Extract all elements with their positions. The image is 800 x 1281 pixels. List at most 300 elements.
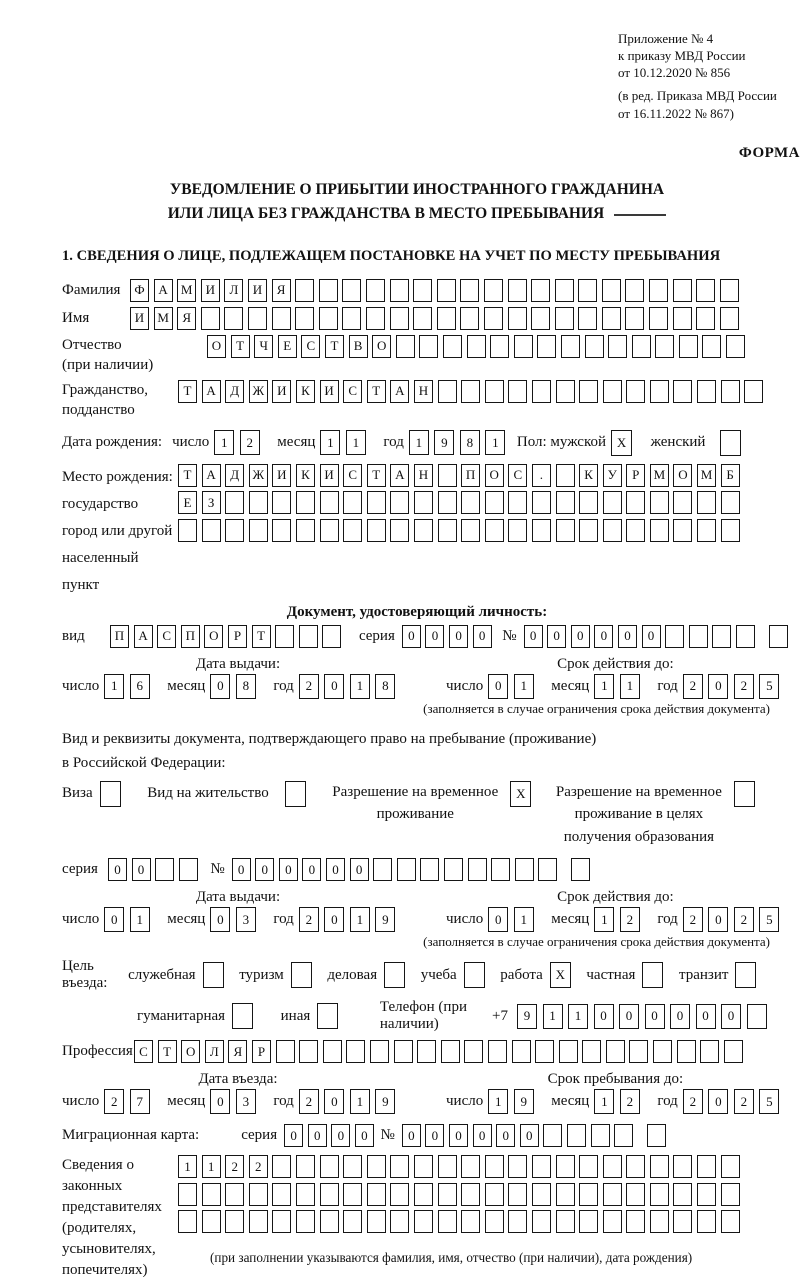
char-cell[interactable] [485,1155,504,1178]
char-cell[interactable] [485,1183,504,1206]
char-cell[interactable] [556,519,575,542]
char-cell[interactable] [556,464,575,487]
char-cell[interactable] [602,279,621,302]
char-cell[interactable] [721,519,740,542]
char-cell[interactable] [461,1183,480,1206]
char-cell[interactable] [346,1040,365,1063]
char-cell[interactable]: 2 [683,907,703,932]
char-cell[interactable] [512,1040,531,1063]
char-cell[interactable]: О [372,335,391,358]
char-cell[interactable]: 0 [284,1124,303,1147]
char-cell[interactable] [579,491,598,514]
passport-expiry-day[interactable] [488,674,539,699]
char-cell[interactable] [602,307,621,330]
char-cell[interactable]: 9 [434,430,454,455]
char-cell[interactable]: В [349,335,368,358]
char-cell[interactable]: 2 [734,1089,754,1114]
char-cell[interactable] [438,491,457,514]
char-cell[interactable] [514,335,533,358]
entry-day[interactable] [104,1089,155,1114]
char-cell[interactable]: 1 [594,907,614,932]
birth-day-cells[interactable] [214,430,265,455]
char-cell[interactable] [642,962,663,988]
char-cell[interactable]: 0 [594,625,613,648]
char-cell[interactable] [414,491,433,514]
char-cell[interactable] [414,1155,433,1178]
char-cell[interactable] [543,1124,562,1147]
char-cell[interactable]: 0 [425,1124,444,1147]
char-cell[interactable] [276,1040,295,1063]
char-cell[interactable] [225,1210,244,1233]
sex-female-checkbox[interactable] [720,430,746,456]
char-cell[interactable] [579,380,598,403]
char-cell[interactable]: А [202,380,221,403]
char-cell[interactable]: 0 [708,674,728,699]
char-cell[interactable] [485,1210,504,1233]
temp-permit-checkbox[interactable] [510,781,536,807]
char-cell[interactable] [296,519,315,542]
char-cell[interactable] [414,1183,433,1206]
char-cell[interactable]: 1 [202,1155,221,1178]
char-cell[interactable]: И [272,380,291,403]
surname-cells[interactable] [130,279,743,302]
char-cell[interactable] [100,781,121,807]
char-cell[interactable]: 0 [520,1124,539,1147]
char-cell[interactable]: 1 [350,907,370,932]
char-cell[interactable]: 1 [594,674,614,699]
char-cell[interactable]: Т [367,464,386,487]
char-cell[interactable] [438,519,457,542]
char-cell[interactable]: 2 [240,430,260,455]
char-cell[interactable] [367,519,386,542]
char-cell[interactable]: 9 [375,1089,395,1114]
birth-month-cells[interactable] [320,430,371,455]
char-cell[interactable] [579,1183,598,1206]
passport-expiry-month[interactable] [594,674,645,699]
doc-series-cells[interactable] [402,625,496,648]
char-cell[interactable]: 1 [130,907,150,932]
char-cell[interactable] [343,1183,362,1206]
char-cell[interactable] [420,858,439,881]
char-cell[interactable] [342,307,361,330]
passport-issue-day[interactable] [104,674,155,699]
char-cell[interactable] [689,625,708,648]
char-cell[interactable]: М [154,307,173,330]
char-cell[interactable] [673,491,692,514]
char-cell[interactable] [535,1040,554,1063]
char-cell[interactable]: 3 [236,1089,256,1114]
char-cell[interactable] [444,858,463,881]
char-cell[interactable]: 1 [409,430,429,455]
char-cell[interactable] [437,307,456,330]
char-cell[interactable]: 8 [375,674,395,699]
char-cell[interactable] [508,1183,527,1206]
char-cell[interactable]: Д [225,380,244,403]
char-cell[interactable]: 0 [696,1004,716,1029]
char-cell[interactable] [632,335,651,358]
profession-cells[interactable] [134,1040,747,1063]
char-cell[interactable] [460,279,479,302]
char-cell[interactable] [655,335,674,358]
char-cell[interactable]: И [201,279,220,302]
char-cell[interactable] [390,519,409,542]
char-cell[interactable]: И [272,464,291,487]
char-cell[interactable]: Т [178,464,197,487]
char-cell[interactable] [488,1040,507,1063]
stay-day[interactable] [488,1089,539,1114]
char-cell[interactable] [285,781,306,807]
char-cell[interactable] [397,858,416,881]
char-cell[interactable]: Б [721,464,740,487]
visa-checkbox[interactable] [100,781,126,807]
char-cell[interactable]: И [130,307,149,330]
char-cell[interactable] [460,307,479,330]
char-cell[interactable]: Ж [249,380,268,403]
char-cell[interactable]: Е [178,491,197,514]
purpose-checkbox[interactable] [550,962,576,988]
char-cell[interactable]: С [343,380,362,403]
char-cell[interactable]: 1 [350,674,370,699]
sex-male-checkbox[interactable] [611,430,637,456]
residence-issue-month[interactable] [210,907,261,932]
char-cell[interactable] [295,279,314,302]
birth-place-cells-row2[interactable] [178,491,744,514]
char-cell[interactable]: Е [278,335,297,358]
char-cell[interactable]: 5 [759,907,779,932]
char-cell[interactable] [373,858,392,881]
char-cell[interactable]: 0 [210,907,230,932]
char-cell[interactable]: С [301,335,320,358]
char-cell[interactable]: М [650,464,669,487]
char-cell[interactable]: 2 [299,907,319,932]
char-cell[interactable] [649,279,668,302]
char-cell[interactable] [322,625,341,648]
char-cell[interactable] [225,519,244,542]
char-cell[interactable] [626,380,645,403]
char-cell[interactable]: 0 [496,1124,515,1147]
char-cell[interactable] [561,335,580,358]
char-cell[interactable] [726,335,745,358]
entry-month[interactable] [210,1089,261,1114]
char-cell[interactable]: Д [225,464,244,487]
char-cell[interactable]: 0 [132,858,151,881]
char-cell[interactable] [721,1210,740,1233]
char-cell[interactable] [582,1040,601,1063]
char-cell[interactable] [571,858,590,881]
char-cell[interactable] [437,279,456,302]
char-cell[interactable] [626,1210,645,1233]
char-cell[interactable] [441,1040,460,1063]
char-cell[interactable] [606,1040,625,1063]
char-cell[interactable] [696,279,715,302]
residence-expiry-month[interactable] [594,907,645,932]
char-cell[interactable] [461,519,480,542]
char-cell[interactable] [438,1155,457,1178]
residence-number-cells[interactable] [232,858,595,881]
char-cell[interactable] [736,625,755,648]
char-cell[interactable] [296,1210,315,1233]
char-cell[interactable]: 0 [324,674,344,699]
char-cell[interactable] [343,519,362,542]
char-cell[interactable]: А [390,380,409,403]
char-cell[interactable]: 0 [449,625,468,648]
char-cell[interactable]: 8 [236,674,256,699]
char-cell[interactable] [295,307,314,330]
stay-year[interactable] [683,1089,785,1114]
char-cell[interactable] [537,335,556,358]
char-cell[interactable] [515,858,534,881]
char-cell[interactable] [769,625,788,648]
char-cell[interactable] [697,1155,716,1178]
char-cell[interactable]: 2 [225,1155,244,1178]
char-cell[interactable]: Т [252,625,271,648]
char-cell[interactable]: 0 [488,674,508,699]
char-cell[interactable]: 1 [214,430,234,455]
phone-cells[interactable] [517,1004,772,1029]
residence-issue-year[interactable] [299,907,401,932]
char-cell[interactable] [390,1210,409,1233]
char-cell[interactable] [485,380,504,403]
char-cell[interactable] [320,519,339,542]
migration-series-cells[interactable] [284,1124,378,1147]
char-cell[interactable]: О [181,1040,200,1063]
char-cell[interactable] [320,491,339,514]
char-cell[interactable] [696,307,715,330]
char-cell[interactable] [603,380,622,403]
char-cell[interactable]: 2 [734,674,754,699]
char-cell[interactable] [532,1155,551,1178]
char-cell[interactable] [532,519,551,542]
char-cell[interactable] [650,1210,669,1233]
char-cell[interactable] [556,1155,575,1178]
char-cell[interactable] [579,1210,598,1233]
char-cell[interactable]: И [248,279,267,302]
char-cell[interactable] [591,1124,610,1147]
char-cell[interactable] [700,1040,719,1063]
char-cell[interactable] [225,1183,244,1206]
stay-month[interactable] [594,1089,645,1114]
char-cell[interactable] [443,335,462,358]
char-cell[interactable] [464,1040,483,1063]
char-cell[interactable]: 0 [302,858,321,881]
char-cell[interactable] [650,1155,669,1178]
char-cell[interactable]: 0 [232,858,251,881]
char-cell[interactable]: Ч [254,335,273,358]
residence-permit-checkbox[interactable] [285,781,311,807]
char-cell[interactable] [578,307,597,330]
char-cell[interactable] [249,1210,268,1233]
char-cell[interactable] [508,380,527,403]
char-cell[interactable] [201,307,220,330]
char-cell[interactable] [673,1155,692,1178]
char-cell[interactable] [531,279,550,302]
char-cell[interactable] [419,335,438,358]
char-cell[interactable] [697,1210,716,1233]
char-cell[interactable] [366,307,385,330]
char-cell[interactable] [485,519,504,542]
purpose-checkbox[interactable] [317,1003,343,1029]
char-cell[interactable] [485,491,504,514]
char-cell[interactable]: . [532,464,551,487]
char-cell[interactable] [625,279,644,302]
char-cell[interactable]: 0 [619,1004,639,1029]
char-cell[interactable]: 2 [104,1089,124,1114]
char-cell[interactable]: О [207,335,226,358]
doc-number-cells[interactable] [524,625,793,648]
char-cell[interactable] [414,1210,433,1233]
char-cell[interactable]: 0 [331,1124,350,1147]
char-cell[interactable] [650,519,669,542]
char-cell[interactable]: 0 [402,1124,421,1147]
purpose-checkbox[interactable] [464,962,490,988]
char-cell[interactable]: 9 [517,1004,537,1029]
char-cell[interactable]: 3 [236,907,256,932]
char-cell[interactable] [625,307,644,330]
char-cell[interactable]: 0 [524,625,543,648]
char-cell[interactable]: 6 [130,674,150,699]
char-cell[interactable]: М [177,279,196,302]
entry-year[interactable] [299,1089,401,1114]
char-cell[interactable] [538,858,557,881]
char-cell[interactable] [626,519,645,542]
char-cell[interactable] [320,1183,339,1206]
char-cell[interactable]: С [508,464,527,487]
char-cell[interactable]: 1 [320,430,340,455]
char-cell[interactable]: 1 [543,1004,563,1029]
char-cell[interactable]: Р [228,625,247,648]
char-cell[interactable] [508,491,527,514]
char-cell[interactable] [721,1183,740,1206]
char-cell[interactable]: П [110,625,129,648]
char-cell[interactable]: 0 [645,1004,665,1029]
char-cell[interactable] [203,962,224,988]
char-cell[interactable] [555,307,574,330]
char-cell[interactable] [299,625,318,648]
char-cell[interactable] [626,1155,645,1178]
char-cell[interactable]: Л [224,279,243,302]
char-cell[interactable]: 5 [759,674,779,699]
char-cell[interactable] [299,1040,318,1063]
char-cell[interactable]: 2 [620,1089,640,1114]
char-cell[interactable]: Р [252,1040,271,1063]
char-cell[interactable]: Т [367,380,386,403]
char-cell[interactable] [438,1183,457,1206]
char-cell[interactable] [417,1040,436,1063]
char-cell[interactable] [697,1183,716,1206]
char-cell[interactable]: 2 [734,907,754,932]
char-cell[interactable] [626,491,645,514]
char-cell[interactable] [438,380,457,403]
char-cell[interactable]: О [485,464,504,487]
char-cell[interactable] [673,279,692,302]
char-cell[interactable] [491,858,510,881]
char-cell[interactable]: 0 [308,1124,327,1147]
char-cell[interactable] [155,858,174,881]
char-cell[interactable] [734,781,755,807]
citizenship-cells[interactable] [178,380,768,403]
doc-type-cells[interactable] [110,625,346,648]
char-cell[interactable] [626,1183,645,1206]
purpose-checkbox[interactable] [642,962,668,988]
char-cell[interactable] [720,430,741,456]
char-cell[interactable] [461,1155,480,1178]
char-cell[interactable]: 0 [350,858,369,881]
char-cell[interactable] [673,380,692,403]
char-cell[interactable] [653,1040,672,1063]
char-cell[interactable]: 1 [485,430,505,455]
char-cell[interactable]: И [320,380,339,403]
char-cell[interactable] [532,1210,551,1233]
char-cell[interactable] [603,1155,622,1178]
char-cell[interactable] [178,1210,197,1233]
char-cell[interactable] [438,464,457,487]
char-cell[interactable]: 9 [514,1089,534,1114]
char-cell[interactable] [343,1210,362,1233]
char-cell[interactable]: П [181,625,200,648]
char-cell[interactable] [603,1210,622,1233]
char-cell[interactable] [178,519,197,542]
birth-place-cells-row3[interactable] [178,519,744,542]
char-cell[interactable]: Т [231,335,250,358]
purpose-checkbox[interactable] [203,962,229,988]
char-cell[interactable] [665,625,684,648]
char-cell[interactable] [744,380,763,403]
char-cell[interactable]: Т [158,1040,177,1063]
char-cell[interactable]: 0 [721,1004,741,1029]
residence-issue-day[interactable] [104,907,155,932]
residence-expiry-day[interactable] [488,907,539,932]
char-cell[interactable]: П [461,464,480,487]
char-cell[interactable]: О [204,625,223,648]
char-cell[interactable]: 2 [249,1155,268,1178]
char-cell[interactable]: 0 [104,907,124,932]
char-cell[interactable] [384,962,405,988]
char-cell[interactable] [413,307,432,330]
char-cell[interactable]: 2 [683,1089,703,1114]
char-cell[interactable]: С [134,1040,153,1063]
char-cell[interactable] [296,491,315,514]
char-cell[interactable] [343,491,362,514]
char-cell[interactable] [677,1040,696,1063]
char-cell[interactable] [317,1003,338,1029]
char-cell[interactable]: 0 [355,1124,374,1147]
char-cell[interactable]: 2 [620,907,640,932]
char-cell[interactable]: 0 [279,858,298,881]
residence-series-cells[interactable] [108,858,202,881]
char-cell[interactable] [531,307,550,330]
char-cell[interactable] [178,1183,197,1206]
purpose-checkbox[interactable] [735,962,761,988]
passport-issue-year[interactable] [299,674,401,699]
char-cell[interactable]: 0 [473,1124,492,1147]
char-cell[interactable]: О [673,464,692,487]
char-cell[interactable] [461,1210,480,1233]
char-cell[interactable] [224,307,243,330]
char-cell[interactable] [649,307,668,330]
char-cell[interactable] [296,1183,315,1206]
char-cell[interactable] [370,1040,389,1063]
char-cell[interactable] [272,1183,291,1206]
char-cell[interactable] [272,1155,291,1178]
char-cell[interactable] [724,1040,743,1063]
char-cell[interactable]: К [296,464,315,487]
char-cell[interactable] [532,380,551,403]
char-cell[interactable] [390,279,409,302]
char-cell[interactable] [673,1183,692,1206]
char-cell[interactable] [721,491,740,514]
char-cell[interactable] [272,519,291,542]
char-cell[interactable] [697,380,716,403]
